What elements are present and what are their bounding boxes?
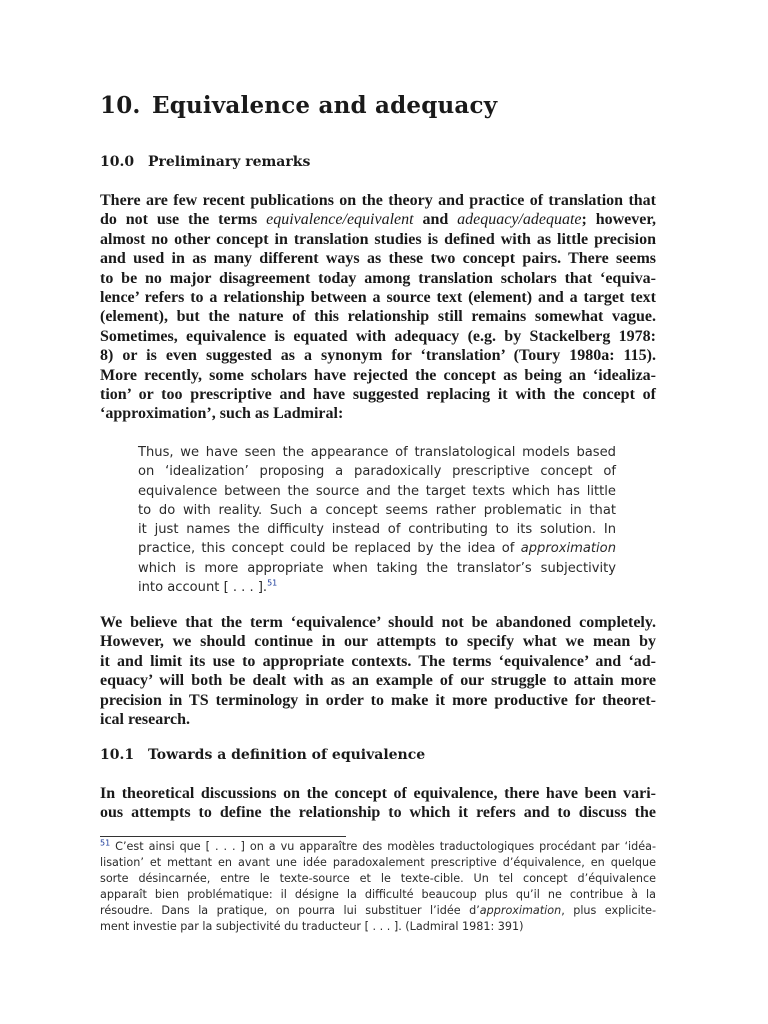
text-line: ous attempts to define the relationship to which it refers and to discuss the xyxy=(100,804,656,822)
text-line: equacy’ will both be dealt with as an example of our struggle to attain more xyxy=(100,672,656,690)
footnote-line: lisation’ et mettant en avant une idée paradoxalement prescriptive d’équivalence, en quelque xyxy=(100,856,656,869)
chapter-heading xyxy=(100,92,497,119)
section-number: 10.1 xyxy=(100,747,135,763)
footnote-line: $^{51}$ C’est ainsi que [ . . . ] on a vu apparaître des modèles traductologiques procédant par ‘idéa- xyxy=(100,838,656,853)
quote-body xyxy=(138,443,616,597)
text-line: to do with reality. Such a concept seems rather problematic in that xyxy=(138,502,616,518)
section-heading-10-0 xyxy=(100,154,310,170)
footnote-line: apparaît bien problématique: il désigne la difficulté beaucoup plus qu’il ne contribue à la xyxy=(100,888,656,901)
text-line: More recently, some scholars have rejected the concept as being an ‘idealiza- xyxy=(100,366,656,384)
text-line: ical research. xyxy=(100,711,191,729)
footnote-reference[interactable]: 51 xyxy=(267,578,278,588)
italic-term: adequacy/adequate xyxy=(457,211,582,229)
footnote-line: ment investie par la subjectivité du traducteur [ . . . ]. (Ladmiral 1981: 391) xyxy=(100,920,524,933)
footnote-number: 51 xyxy=(100,838,111,848)
section-number: 10.0 xyxy=(100,154,135,170)
footnote-body xyxy=(100,839,656,935)
text-line: lence’ refers to a relationship between a source text (element) and a target text xyxy=(100,289,656,307)
text-line: it just names the difficulty instead of contributing to its solution. In xyxy=(138,522,616,538)
paragraph-position xyxy=(100,613,656,729)
text-line: it and limit its use to appropriate contexts. The terms ‘equivalence’ and ‘ad- xyxy=(100,652,656,670)
footnote-divider xyxy=(100,836,346,837)
footnote-line: sorte désincarnée, entre le texte-source et le texte-cible. Un tel concept d’équivalence xyxy=(100,872,656,885)
chapter-title: Equivalence and adequacy xyxy=(152,92,498,119)
text-line: Sometimes, equivalence is equated with adequacy (e.g. by Stackelberg 1978: xyxy=(100,327,656,345)
text-line: There are few recent publications on the theory and practice of translation that xyxy=(100,192,656,209)
section-title: Towards a definition of equivalence xyxy=(148,747,426,763)
text-line: do not use the terms equivalence/equivalent and adequacy/adequate; however, xyxy=(100,211,656,229)
chapter-number: 10. xyxy=(100,92,141,119)
text-line: Thus, we have seen the appearance of translatological models based xyxy=(138,445,616,460)
text-line: However, we should continue in our attempts to specify what we mean by xyxy=(100,633,656,651)
footnote-line: résoudre. Dans la pratique, on pourra lui substituer l’idée d’approximation, plus explicite- xyxy=(100,904,656,917)
text-line: almost no other concept in translation studies is defined with as little precision xyxy=(100,230,656,248)
block-quote-ladmiral xyxy=(138,443,616,597)
text-line: which is more appropriate when taking the translator’s subjectivity xyxy=(138,560,616,576)
italic-term: equivalence/equivalent xyxy=(266,211,414,229)
text-line: precision in TS terminology in order to make it more productive for theoret- xyxy=(100,691,656,709)
footnote-51 xyxy=(100,839,656,935)
italic-term: approximation xyxy=(479,904,562,917)
section-heading-10-1 xyxy=(100,747,425,763)
paragraph-definition xyxy=(100,784,656,823)
text-line: on ‘idealization’ proposing a paradoxically prescriptive concept of xyxy=(138,464,616,480)
text-line: In theoretical discussions on the concept of equivalence, there have been vari- xyxy=(100,785,656,802)
text-line: 8) or is even suggested as a synonym for ‘translation’ (Toury 1980a: 115). xyxy=(100,347,656,365)
text-line: (element), but the nature of this relationship still remains somewhat vague. xyxy=(100,308,656,326)
paragraph-intro xyxy=(100,191,656,424)
text-line: equivalence between the source and the target texts which has little xyxy=(138,483,616,499)
text-line: practice, this concept could be replaced by the idea of approximation xyxy=(138,541,616,557)
text-line: We believe that the term ‘equivalence’ should not be abandoned completely. xyxy=(100,614,656,631)
section-title: Preliminary remarks xyxy=(148,154,311,170)
text-line: and used in as many different ways as these two concept pairs. There seems xyxy=(100,250,656,268)
text-line: to be no major disagreement today among translation scholars that ‘equiva- xyxy=(100,269,656,287)
text-line: ‘approximation’, such as Ladmiral: xyxy=(100,405,344,423)
text-line: into account [ . . . ].$^{51}$ xyxy=(138,578,278,596)
italic-term: approximation xyxy=(520,541,616,557)
text-line: tion’ or too prescriptive and have suggested replacing it with the concept of xyxy=(100,386,656,404)
